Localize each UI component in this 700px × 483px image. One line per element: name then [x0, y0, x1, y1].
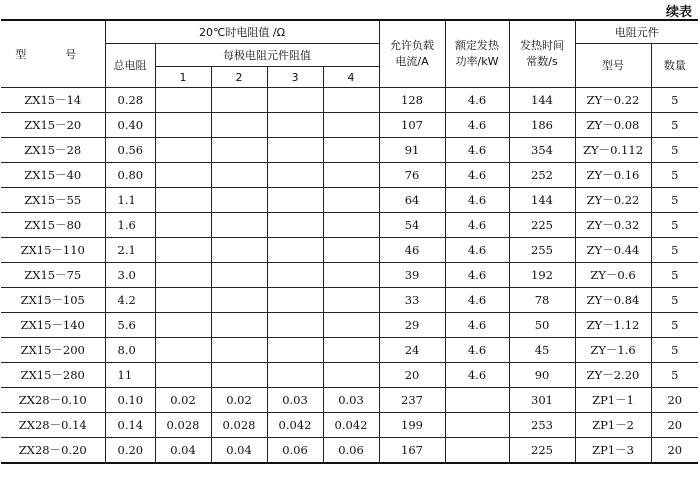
cell-pole-1 [155, 363, 211, 388]
cell-element-model: ZY－1.12 [575, 313, 651, 338]
cell-pole-2 [211, 238, 267, 263]
cell-rated-power: 4.6 [445, 313, 509, 338]
header-pole-4: 4 [323, 67, 379, 88]
cell-pole-4 [323, 263, 379, 288]
cell-allowed-current: 128 [379, 88, 445, 113]
cell-pole-2 [211, 88, 267, 113]
cell-pole-4: 0.03 [323, 388, 379, 413]
cell-time-constant: 144 [509, 188, 575, 213]
cell-pole-1: 0.04 [155, 438, 211, 464]
cell-allowed-current: 107 [379, 113, 445, 138]
cell-pole-1 [155, 188, 211, 213]
header-allowed-current-line1: 允许负载 [390, 39, 435, 52]
cell-rated-power [445, 388, 509, 413]
table-row [1, 363, 698, 388]
cell-total-resistance: 0.10 [105, 388, 155, 413]
cell-element-model: ZY－0.22 [575, 88, 651, 113]
cell-total-resistance: 0.56 [105, 138, 155, 163]
cell-pole-2 [211, 113, 267, 138]
cell-time-constant: 252 [509, 163, 575, 188]
cell-pole-1 [155, 313, 211, 338]
cell-allowed-current: 76 [379, 163, 445, 188]
cell-pole-1 [155, 138, 211, 163]
cell-total-resistance: 0.20 [105, 438, 155, 464]
cell-allowed-current: 199 [379, 413, 445, 438]
cell-element-model: ZY－2.20 [575, 363, 651, 388]
table-row [1, 438, 698, 464]
header-rated-power [445, 20, 509, 88]
header-per-pole-group: 每极电阻元件阻值 [155, 44, 379, 67]
cell-pole-2 [211, 213, 267, 238]
cell-pole-4: 0.042 [323, 413, 379, 438]
cell-pole-4: 0.06 [323, 438, 379, 464]
cell-pole-4 [323, 288, 379, 313]
cell-total-resistance: 0.80 [105, 163, 155, 188]
cell-pole-2: 0.028 [211, 413, 267, 438]
cell-pole-4 [323, 188, 379, 213]
header-rated-power-line2: 功率/kW [455, 55, 499, 68]
cell-model: ZX15－20 [1, 113, 105, 138]
cell-pole-3 [267, 88, 323, 113]
table-row [1, 213, 698, 238]
cell-model: ZX15－200 [1, 338, 105, 363]
cell-model: ZX15－80 [1, 213, 105, 238]
cell-pole-3: 0.06 [267, 438, 323, 464]
cell-time-constant: 192 [509, 263, 575, 288]
cell-pole-3 [267, 263, 323, 288]
cell-pole-3 [267, 188, 323, 213]
cell-rated-power [445, 438, 509, 464]
cell-rated-power: 4.6 [445, 263, 509, 288]
cell-total-resistance: 5.6 [105, 313, 155, 338]
cell-pole-1 [155, 238, 211, 263]
cell-allowed-current: 167 [379, 438, 445, 464]
cell-allowed-current: 20 [379, 363, 445, 388]
cell-element-model: ZP1－1 [575, 388, 651, 413]
table-body [1, 88, 698, 464]
cell-pole-1 [155, 113, 211, 138]
cell-rated-power: 4.6 [445, 113, 509, 138]
cell-rated-power: 4.6 [445, 188, 509, 213]
cell-total-resistance: 0.28 [105, 88, 155, 113]
cell-pole-1 [155, 88, 211, 113]
cell-element-qty: 5 [651, 213, 698, 238]
header-element-qty: 数量 [651, 44, 698, 88]
cell-pole-3: 0.03 [267, 388, 323, 413]
table-row [1, 338, 698, 363]
cell-time-constant: 253 [509, 413, 575, 438]
cell-pole-4 [323, 313, 379, 338]
cell-element-model: ZY－0.22 [575, 188, 651, 213]
cell-model: ZX28－0.10 [1, 388, 105, 413]
cell-element-model: ZP1－3 [575, 438, 651, 464]
cell-model: ZX15－75 [1, 263, 105, 288]
cell-model: ZX15－110 [1, 238, 105, 263]
table-row [1, 138, 698, 163]
cell-pole-1: 0.02 [155, 388, 211, 413]
cell-pole-4 [323, 138, 379, 163]
cell-element-qty: 5 [651, 238, 698, 263]
header-pole-2: 2 [211, 67, 267, 88]
cell-rated-power: 4.6 [445, 288, 509, 313]
cell-allowed-current: 46 [379, 238, 445, 263]
cell-pole-1 [155, 213, 211, 238]
table-row [1, 288, 698, 313]
header-element-group: 电阻元件 [575, 20, 698, 44]
cell-total-resistance: 1.1 [105, 188, 155, 213]
cell-element-model: ZP1－2 [575, 413, 651, 438]
table-row [1, 313, 698, 338]
cell-pole-2 [211, 363, 267, 388]
cell-pole-1 [155, 263, 211, 288]
cell-pole-2 [211, 288, 267, 313]
cell-pole-3 [267, 113, 323, 138]
cell-time-constant: 50 [509, 313, 575, 338]
cell-total-resistance: 0.40 [105, 113, 155, 138]
cell-allowed-current: 39 [379, 263, 445, 288]
cell-pole-2 [211, 138, 267, 163]
resistor-spec-table [1, 19, 698, 464]
cell-element-model: ZY－0.16 [575, 163, 651, 188]
cell-element-qty: 5 [651, 188, 698, 213]
cell-pole-2 [211, 188, 267, 213]
header-rated-power-line1: 额定发热 [455, 39, 500, 52]
cell-model: ZX28－0.20 [1, 438, 105, 464]
cell-model: ZX15－28 [1, 138, 105, 163]
cell-time-constant: 354 [509, 138, 575, 163]
cell-rated-power: 4.6 [445, 163, 509, 188]
cell-element-qty: 20 [651, 413, 698, 438]
cell-element-qty: 5 [651, 313, 698, 338]
cell-pole-4 [323, 113, 379, 138]
cell-model: ZX15－40 [1, 163, 105, 188]
cell-time-constant: 301 [509, 388, 575, 413]
cell-rated-power: 4.6 [445, 213, 509, 238]
cell-total-resistance: 1.6 [105, 213, 155, 238]
cell-pole-4 [323, 163, 379, 188]
cell-element-model: ZY－0.112 [575, 138, 651, 163]
cell-time-constant: 186 [509, 113, 575, 138]
cell-pole-3 [267, 288, 323, 313]
cell-rated-power: 4.6 [445, 338, 509, 363]
table-row [1, 263, 698, 288]
continued-label: 续表 [665, 5, 692, 20]
cell-element-model: ZY－0.84 [575, 288, 651, 313]
table-row [1, 188, 698, 213]
cell-pole-3: 0.042 [267, 413, 323, 438]
cell-element-qty: 20 [651, 388, 698, 413]
cell-allowed-current: 33 [379, 288, 445, 313]
cell-model: ZX28－0.14 [1, 413, 105, 438]
cell-pole-1: 0.028 [155, 413, 211, 438]
cell-time-constant: 144 [509, 88, 575, 113]
header-time-constant-line2: 常数/s [526, 55, 558, 68]
cell-allowed-current: 64 [379, 188, 445, 213]
cell-pole-4 [323, 238, 379, 263]
cell-model: ZX15－55 [1, 188, 105, 213]
header-pole-3: 3 [267, 67, 323, 88]
cell-element-qty: 5 [651, 163, 698, 188]
cell-pole-3 [267, 163, 323, 188]
cell-pole-1 [155, 163, 211, 188]
cell-element-qty: 5 [651, 263, 698, 288]
cell-model: ZX15－280 [1, 363, 105, 388]
cell-pole-2 [211, 263, 267, 288]
cell-time-constant: 90 [509, 363, 575, 388]
header-allowed-current [379, 20, 445, 88]
cell-element-model: ZY－1.6 [575, 338, 651, 363]
cell-rated-power [445, 413, 509, 438]
cell-pole-4 [323, 363, 379, 388]
cell-pole-3 [267, 338, 323, 363]
header-total-resistance: 总电阻 [105, 44, 155, 88]
cell-element-model: ZY－0.08 [575, 113, 651, 138]
header-model: 型 号 [1, 20, 105, 88]
cell-model: ZX15－140 [1, 313, 105, 338]
cell-pole-2: 0.04 [211, 438, 267, 464]
header-time-constant [509, 20, 575, 88]
cell-allowed-current: 91 [379, 138, 445, 163]
table-row [1, 113, 698, 138]
header-allowed-current-line2: 电流/A [395, 55, 429, 68]
cell-allowed-current: 54 [379, 213, 445, 238]
cell-time-constant: 45 [509, 338, 575, 363]
cell-element-qty: 5 [651, 338, 698, 363]
cell-pole-1 [155, 288, 211, 313]
cell-model: ZX15－14 [1, 88, 105, 113]
cell-pole-3 [267, 238, 323, 263]
cell-total-resistance: 3.0 [105, 263, 155, 288]
cell-total-resistance: 8.0 [105, 338, 155, 363]
cell-allowed-current: 29 [379, 313, 445, 338]
cell-rated-power: 4.6 [445, 363, 509, 388]
cell-time-constant: 225 [509, 213, 575, 238]
table-row [1, 163, 698, 188]
cell-rated-power: 4.6 [445, 138, 509, 163]
cell-element-model: ZY－0.44 [575, 238, 651, 263]
cell-element-model: ZY－0.32 [575, 213, 651, 238]
header-resistance-group: 20℃时电阻值 /Ω [105, 20, 379, 44]
cell-model: ZX15－105 [1, 288, 105, 313]
cell-pole-2: 0.02 [211, 388, 267, 413]
cell-element-qty: 5 [651, 138, 698, 163]
cell-pole-3 [267, 313, 323, 338]
cell-total-resistance: 2.1 [105, 238, 155, 263]
cell-pole-4 [323, 88, 379, 113]
cell-pole-2 [211, 163, 267, 188]
cell-pole-3 [267, 363, 323, 388]
cell-allowed-current: 237 [379, 388, 445, 413]
cell-total-resistance: 4.2 [105, 288, 155, 313]
cell-allowed-current: 24 [379, 338, 445, 363]
header-element-model: 型号 [575, 44, 651, 88]
table-row [1, 413, 698, 438]
cell-pole-1 [155, 338, 211, 363]
cell-time-constant: 255 [509, 238, 575, 263]
cell-element-qty: 5 [651, 288, 698, 313]
cell-rated-power: 4.6 [445, 88, 509, 113]
cell-pole-2 [211, 338, 267, 363]
cell-pole-3 [267, 138, 323, 163]
cell-total-resistance: 0.14 [105, 413, 155, 438]
cell-pole-4 [323, 213, 379, 238]
cell-time-constant: 225 [509, 438, 575, 464]
table-row [1, 238, 698, 263]
table-row [1, 88, 698, 113]
header-pole-1: 1 [155, 67, 211, 88]
cell-time-constant: 78 [509, 288, 575, 313]
cell-rated-power: 4.6 [445, 238, 509, 263]
cell-element-qty: 5 [651, 88, 698, 113]
cell-pole-4 [323, 338, 379, 363]
header-time-constant-line1: 发热时间 [520, 39, 565, 52]
table-row [1, 388, 698, 413]
cell-pole-3 [267, 213, 323, 238]
cell-pole-2 [211, 313, 267, 338]
cell-element-qty: 5 [651, 363, 698, 388]
cell-element-qty: 20 [651, 438, 698, 464]
cell-element-qty: 5 [651, 113, 698, 138]
cell-element-model: ZY－0.6 [575, 263, 651, 288]
cell-total-resistance: 11 [105, 363, 155, 388]
